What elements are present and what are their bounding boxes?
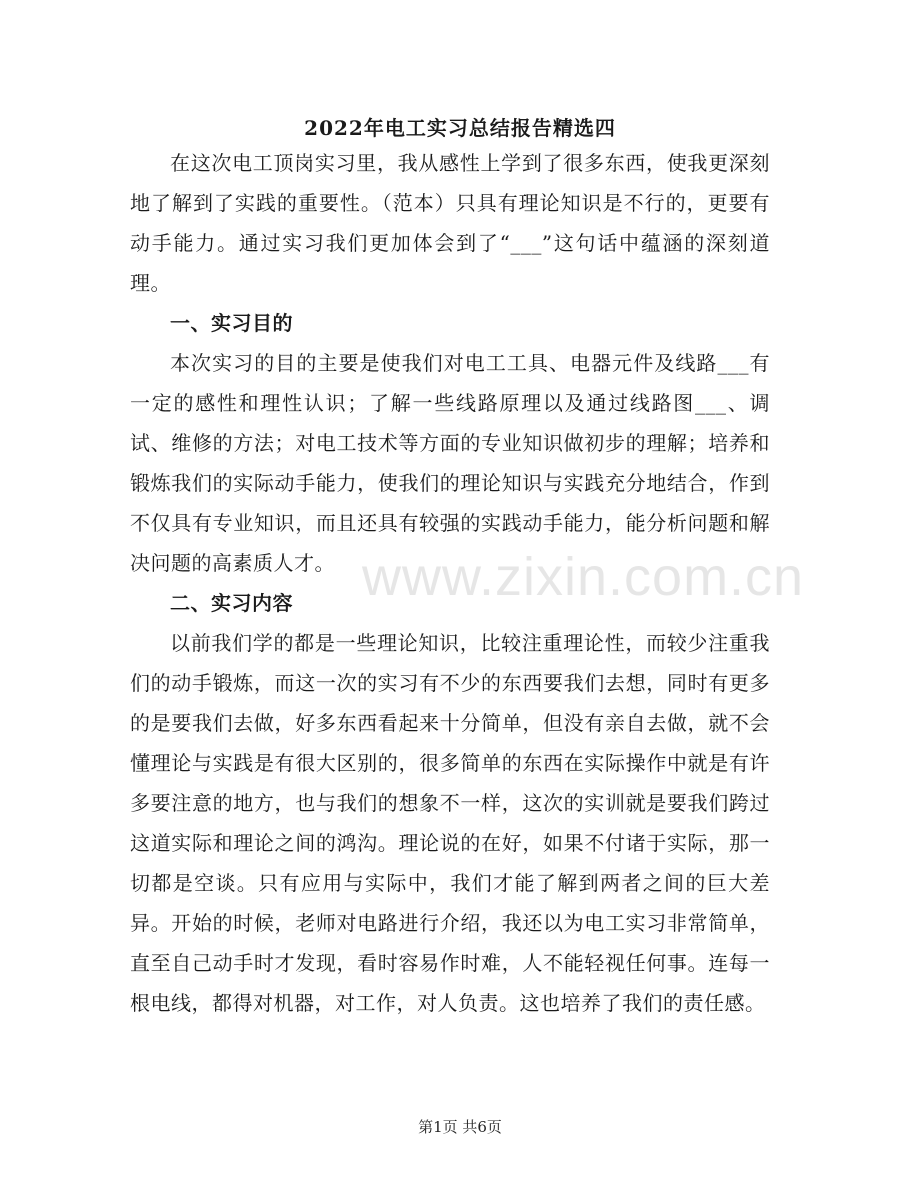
document-title: 2022年电工实习总结报告精选四 (304, 116, 616, 140)
purpose-paragraph: 本次实习的目的主要是使我们对电工工具、电器元件及线路___有一定的感性和理性认识；了解一些线路原理以及通过线路图___、调试、维修的方法；对电工技术等方面的专业知识做初步的理解；培养和锻炼我们的实际动手能力，使我们的理论知识与实践充分地结合，作到不仅具有专业知识，而且还具有较强的实践动手能力，能分析问题和解决问题的高素质人才。 (130, 351, 770, 575)
section-heading-purpose: 一、实习目的 (170, 311, 293, 335)
section-heading-content: 二、实习内容 (170, 591, 293, 615)
document-body (130, 143, 770, 1023)
page-number: 第1页 共6页 (418, 1118, 502, 1136)
watermark-text: www.zixin.com.cn (362, 547, 805, 607)
intro-paragraph: 在这次电工顶岗实习里，我从感性上学到了很多东西，使我更深刻地了解到了实践的重要性。（范本）只具有理论知识是不行的，更要有动手能力。通过实习我们更加体会到了“___”这句话中蕴涵的深刻道理。 (130, 151, 770, 295)
content-paragraph: 以前我们学的都是一些理论知识，比较注重理论性，而较少注重我们的动手锻炼，而这一次的实习有不少的东西要我们去想，同时有更多的是要我们去做，好多东西看起来十分简单，但没有亲自去做，就不会懂理论与实践是有很大区别的，很多简单的东西在实际操作中就是有许多要注意的地方，也与我们的想象不一样，这次的实训就是要我们跨过这道实际和理论之间的鸿沟。理论说的在好，如果不付诸于实际，那一切都是空谈。只有应用与实际中，我们才能了解到两者之间的巨大差异。开始的时候，老师对电路进行介绍，我还以为电工实习非常简单，直至自己动手时才发现，看时容易作时难，人不能轻视任何事。连每一根电线，都得对机器，对工作，对人负责。这也培养了我们的责任感。 (130, 631, 770, 1015)
